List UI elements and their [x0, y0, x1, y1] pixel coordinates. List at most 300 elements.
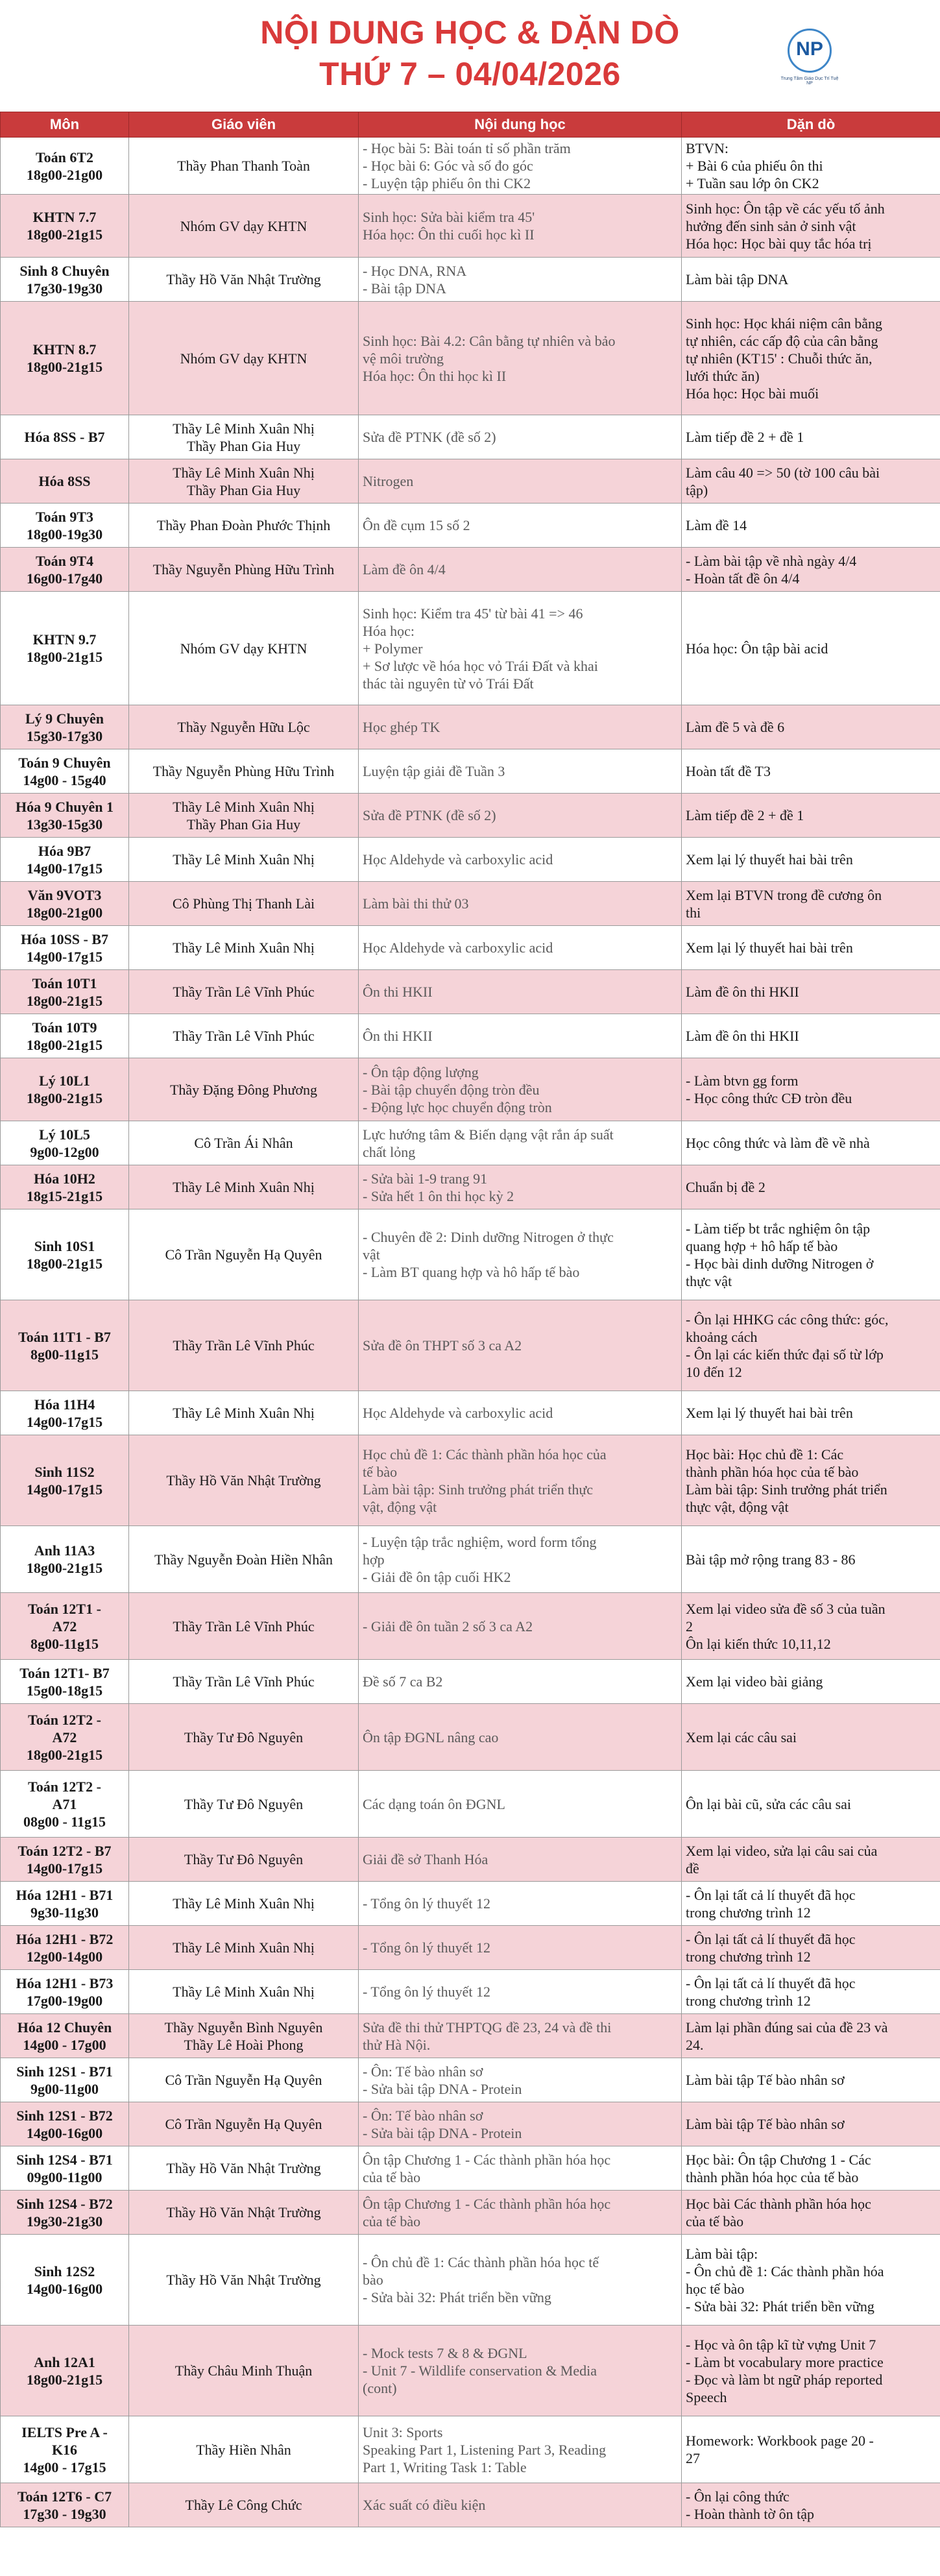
homework-cell-line: khoảng cách [686, 1328, 758, 1345]
subject-cell-line: 18g00-21g15 [26, 1560, 103, 1576]
logo-letters: NP [796, 38, 823, 60]
homework-cell-line: Học công thức và làm đề về nhà [686, 1135, 870, 1151]
teacher-cell [129, 882, 359, 926]
teacher-cell [129, 302, 359, 415]
homework-cell-line: Speech [686, 2388, 727, 2405]
homework-cell-line: + Bài 6 của phiếu ôn thi [686, 158, 823, 174]
homework-cell-line: 10 đến 12 [686, 1363, 742, 1380]
content-cell-line: Luyện tập giải đề Tuần 3 [363, 763, 505, 779]
homework-cell [682, 258, 940, 302]
content-cell-line: Ôn thi HKII [363, 1028, 433, 1044]
homework-cell [682, 302, 940, 415]
subject-cell-line: 9g00-12g00 [30, 1143, 99, 1160]
homework-cell-line: Làm đề ôn thi HKII [686, 1028, 799, 1044]
homework-cell-line: - Học và ôn tập kĩ từ vựng Unit 7 [686, 2336, 876, 2353]
homework-cell-line: - Ôn lại tất cả lí thuyết đã học [686, 1886, 856, 1903]
content-cell-line: - Sửa bài tập DNA - Protein [363, 2080, 522, 2097]
table-row [1, 1970, 940, 2014]
subject-cell [1, 1058, 129, 1121]
homework-cell-line: Xem lại video bài giảng [686, 1673, 823, 1690]
content-cell-line: Giải đề sở Thanh Hóa [363, 1851, 488, 1867]
content-cell [359, 592, 682, 705]
homework-cell [682, 1435, 940, 1526]
homework-cell-line: Làm bài tập Tế bào nhân sơ [686, 2072, 845, 2088]
subject-cell-line: 18g15-21g15 [26, 1187, 103, 1204]
content-cell-line: - Học bài 6: Góc và số đo góc [363, 158, 533, 174]
subject-cell-line: Hóa 12H1 - B73 [16, 1975, 114, 1991]
content-cell [359, 926, 682, 970]
teacher-cell-line: Cô Trần Ái Nhân [194, 1135, 293, 1151]
content-cell-line: - Động lực học chuyển động tròn [363, 1099, 552, 1115]
subject-cell-line: 18g00-19g30 [26, 526, 103, 542]
table-row [1, 415, 940, 459]
content-cell [359, 1593, 682, 1660]
homework-cell-line: lưới thức ăn) [686, 367, 760, 384]
subject-cell-line: 14g00 - 17g00 [23, 2036, 106, 2053]
table-row [1, 1593, 940, 1660]
table-row [1, 838, 940, 882]
homework-cell-line: - Làm bài tập về nhà ngày 4/4 [686, 552, 857, 569]
homework-cell [682, 2058, 940, 2102]
content-cell-line: Học Aldehyde và carboxylic acid [363, 851, 553, 868]
subject-cell-line: Sinh 12S1 - B72 [16, 2107, 113, 2124]
subject-cell-line: Hóa 12H1 - B71 [16, 1886, 114, 1903]
subject-cell [1, 1014, 129, 1058]
content-cell-line: - Luyện tập trắc nghiệm, word form tổng [363, 1533, 597, 1550]
teacher-cell-line: Thầy Châu Minh Thuận [175, 2363, 313, 2379]
content-cell-line: - Làm BT quang hợp và hô hấp tế bào [363, 1264, 580, 1280]
subject-cell-line: A72 [52, 1729, 77, 1745]
homework-cell [682, 415, 940, 459]
subject-cell-line: 08g00 - 11g15 [23, 1813, 106, 1830]
homework-cell [682, 1593, 940, 1660]
content-cell-line: vật, động vật [363, 1498, 437, 1515]
subject-cell-line: 18g00-21g15 [26, 359, 103, 375]
content-cell-line: Làm bài thi thử 03 [363, 895, 469, 912]
content-cell-line: - Giải đề ôn tập cuối HK2 [363, 1568, 511, 1585]
subject-cell-line: 18g00-21g15 [26, 226, 103, 243]
content-cell-line: - Sửa bài 32: Phát triển bền vững [363, 2289, 551, 2305]
subject-cell-line: KHTN 9.7 [32, 631, 97, 648]
homework-cell-line: đề [686, 1860, 699, 1877]
subject-cell-line: 8g00-11g15 [30, 1346, 99, 1363]
subject-cell-line: Toán 12T2 - B7 [18, 1842, 112, 1859]
content-cell [359, 1882, 682, 1926]
content-cell-line: Ôn thi HKII [363, 984, 433, 1000]
teacher-cell-line: Thầy Lê Công Chức [185, 2497, 302, 2513]
teacher-cell-line: Thầy Hồ Văn Nhật Trường [166, 2204, 321, 2220]
homework-cell-line: - Làm btvn gg form [686, 1073, 799, 1089]
subject-cell-line: 15g30-17g30 [26, 727, 103, 744]
content-cell-line: - Tổng ôn lý thuyết 12 [363, 1984, 490, 2000]
content-cell [359, 548, 682, 592]
content-cell [359, 970, 682, 1014]
subject-cell-line: Toán 12T6 - C7 [17, 2488, 112, 2505]
homework-cell-line: Hóa học: Học bài muối [686, 385, 819, 402]
content-cell [359, 2102, 682, 2146]
teacher-cell-line: Thầy Phan Đoàn Phước Thịnh [156, 517, 331, 533]
content-cell-line: - Tổng ôn lý thuyết 12 [363, 1939, 490, 1956]
content-cell [359, 1704, 682, 1771]
subject-cell-line: Hóa 10H2 [34, 1170, 95, 1187]
subject-cell-line: Toán 12T1- B7 [19, 1664, 110, 1681]
homework-cell-line: Làm đề 5 và đề 6 [686, 719, 785, 735]
subject-cell-line: 14g00 - 15g40 [23, 772, 106, 788]
content-cell [359, 2191, 682, 2235]
teacher-cell [129, 705, 359, 749]
homework-cell-line: Hóa học: Học bài quy tắc hóa trị [686, 235, 872, 252]
homework-cell-line: Làm bài tập: Sinh trưởng phát triển [686, 1481, 887, 1498]
content-cell-line: Sửa đề PTNK (đề số 2) [363, 807, 496, 823]
subject-cell [1, 1660, 129, 1704]
content-cell-line: (cont) [363, 2380, 397, 2396]
subject-cell [1, 1209, 129, 1300]
subject-cell-line: Hóa 11H4 [34, 1396, 95, 1413]
table-row [1, 882, 940, 926]
teacher-cell-line: Thầy Hồ Văn Nhật Trường [166, 1472, 321, 1488]
homework-cell [682, 2235, 940, 2326]
homework-cell [682, 882, 940, 926]
homework-cell [682, 926, 940, 970]
content-cell-line: - Bài tập DNA [363, 280, 446, 297]
content-cell [359, 2483, 682, 2527]
teacher-cell [129, 2483, 359, 2527]
teacher-cell [129, 970, 359, 1014]
subject-cell-line: 16g00-17g40 [26, 570, 103, 587]
homework-cell-line: tự nhiên (KT15' : Chuỗi thức ăn, [686, 350, 873, 367]
table-row [1, 548, 940, 592]
teacher-cell-line: Nhóm GV dạy KHTN [180, 217, 307, 234]
content-cell-line: - Sửa bài tập DNA - Protein [363, 2124, 522, 2141]
content-cell-line: bào [363, 2272, 383, 2288]
subject-cell [1, 970, 129, 1014]
teacher-cell-line: Cô Phùng Thị Thanh Lài [172, 895, 315, 912]
table-row [1, 1300, 940, 1391]
homework-cell [682, 1209, 940, 1300]
content-cell [359, 1209, 682, 1300]
subject-cell [1, 2483, 129, 2527]
content-cell-line: Hóa học: Ôn thi học kì II [363, 367, 507, 384]
teacher-cell-line: Thầy Tư Đô Nguyên [184, 1851, 304, 1867]
homework-cell [682, 970, 940, 1014]
homework-cell-line: Sinh học: Ôn tập về các yếu tố ảnh [686, 200, 885, 217]
homework-cell [682, 1300, 940, 1391]
content-cell [359, 1300, 682, 1391]
homework-cell-line: 24. [686, 2036, 704, 2053]
content-cell-line: Sinh học: Kiểm tra 45' từ bài 41 => 46 [363, 605, 583, 622]
content-cell-line: - Luyện tập phiếu ôn thi CK2 [363, 175, 531, 191]
subject-cell-line: 9g00-11g00 [30, 2080, 99, 2097]
teacher-cell [129, 749, 359, 794]
subject-cell-line: Sinh 12S1 - B71 [16, 2063, 113, 2080]
homework-cell-line: - Ôn lại các kiến thức đại số từ lớp [686, 1346, 884, 1363]
subject-cell [1, 2326, 129, 2416]
table-row [1, 1435, 940, 1526]
teacher-cell-line: Thầy Nguyễn Phùng Hữu Trình [152, 561, 335, 577]
homework-cell-line: - Ôn lại HHKG các công thức: góc, [686, 1311, 889, 1328]
subject-cell-line: IELTS Pre A - [21, 2424, 108, 2440]
subject-cell-line: Toán 9 Chuyên [18, 754, 111, 771]
homework-cell-line: Học bài: Học chủ đề 1: Các [686, 1446, 844, 1463]
content-cell [359, 1165, 682, 1209]
teacher-cell [129, 794, 359, 838]
teacher-cell-line: Thầy Tư Đô Nguyên [184, 1729, 304, 1745]
teacher-cell [129, 2326, 359, 2416]
subject-cell-line: 14g00-17g15 [26, 1860, 103, 1877]
homework-cell-line: BTVN: [686, 140, 729, 156]
teacher-cell-line: Thầy Lê Minh Xuân Nhị [173, 1405, 315, 1421]
content-cell [359, 749, 682, 794]
subject-cell-line: Sinh 8 Chuyên [19, 262, 110, 279]
homework-cell-line: Học bài Các thành phần hóa học [686, 2195, 871, 2212]
subject-cell [1, 592, 129, 705]
content-cell [359, 302, 682, 415]
content-cell-line: Sinh học: Sửa bài kiểm tra 45' [363, 209, 535, 225]
homework-cell-line: tự nhiên, các cấp độ của cân bằng [686, 332, 878, 349]
homework-cell [682, 1926, 940, 1970]
teacher-cell-line: Thầy Nguyễn Đoàn Hiền Nhân [154, 1551, 333, 1568]
subject-cell-line: 18g00-21g15 [26, 649, 103, 665]
table-row [1, 2191, 940, 2235]
subject-cell-line: Toán 12T2 - [28, 1778, 101, 1795]
content-cell-line: - Bài tập chuyển động tròn đều [363, 1081, 540, 1098]
homework-cell [682, 195, 940, 258]
teacher-cell [129, 258, 359, 302]
homework-cell [682, 2483, 940, 2527]
teacher-cell [129, 1391, 359, 1435]
content-cell-line: - Học bài 5: Bài toán tỉ số phần trăm [363, 140, 571, 156]
subject-cell-line: 14g00-17g15 [26, 948, 103, 965]
homework-cell-line: Homework: Workbook page 20 - [686, 2433, 874, 2449]
content-cell-line: - Sửa bài 1-9 trang 91 [363, 1170, 488, 1187]
column-header-homework: Dặn dò [682, 112, 940, 138]
content-cell-line: Học Aldehyde và carboxylic acid [363, 1405, 553, 1421]
homework-cell [682, 1014, 940, 1058]
content-cell-line: - Mock tests 7 & 8 & ĐGNL [363, 2345, 527, 2361]
content-cell-line: của tế bào [363, 2213, 421, 2230]
table-row [1, 504, 940, 548]
subject-cell [1, 882, 129, 926]
subject-cell [1, 459, 129, 504]
subject-cell [1, 1121, 129, 1165]
table-row [1, 1660, 940, 1704]
teacher-cell-line: Thầy Phan Gia Huy [186, 481, 301, 498]
subject-cell [1, 1771, 129, 1838]
subject-cell [1, 195, 129, 258]
subject-cell-line: Hóa 12H1 - B72 [16, 1930, 114, 1947]
subject-cell-line: 18g00-21g15 [26, 1036, 103, 1053]
homework-cell [682, 2014, 940, 2058]
content-cell [359, 1771, 682, 1838]
teacher-cell [129, 459, 359, 504]
homework-cell-line: - Hoàn tất đề ôn 4/4 [686, 570, 800, 587]
teacher-cell [129, 1300, 359, 1391]
table-row [1, 1526, 940, 1593]
homework-cell-line: - Ôn lại công thức [686, 2488, 789, 2505]
teacher-cell [129, 504, 359, 548]
content-cell-line: - Sửa hết 1 ôn thi học kỳ 2 [363, 1187, 514, 1204]
subject-cell [1, 1970, 129, 2014]
teacher-cell [129, 2014, 359, 2058]
content-cell [359, 2326, 682, 2416]
subject-cell-line: Toán 10T1 [32, 975, 97, 991]
table-row [1, 2483, 940, 2527]
subject-cell-line: 13g30-15g30 [26, 816, 103, 832]
table-row [1, 1926, 940, 1970]
teacher-cell [129, 1660, 359, 1704]
page-title: NỘI DUNG HỌC & DẶN DÒ [260, 14, 680, 51]
homework-cell-line: Học bài: Ôn tập Chương 1 - Các [686, 2151, 871, 2168]
teacher-cell-line: Nhóm GV dạy KHTN [180, 640, 307, 657]
subject-cell-line: 19g30-21g30 [26, 2213, 103, 2230]
teacher-cell [129, 1838, 359, 1882]
homework-cell-line: - Làm tiếp bt trắc nghiệm ôn tập [686, 1220, 871, 1237]
subject-cell-line: Sinh 12S4 - B71 [16, 2151, 113, 2168]
table-row [1, 2235, 940, 2326]
content-cell-line: - Giải đề ôn tuần 2 số 3 ca A2 [363, 1618, 533, 1634]
content-cell-line: - Học DNA, RNA [363, 262, 467, 279]
teacher-cell [129, 2058, 359, 2102]
subject-cell [1, 838, 129, 882]
subject-cell [1, 302, 129, 415]
teacher-cell-line: Thầy Trần Lê Vĩnh Phúc [173, 1673, 315, 1690]
column-header-content: Nội dung học [359, 112, 682, 138]
table-row [1, 794, 940, 838]
subject-cell [1, 138, 129, 195]
content-cell-line: Ôn tập Chương 1 - Các thành phần hóa học [363, 2195, 611, 2212]
column-header-teacher: Giáo viên [129, 112, 359, 138]
homework-cell [682, 1970, 940, 2014]
teacher-cell [129, 195, 359, 258]
subject-cell-line: Sinh 12S4 - B72 [16, 2195, 113, 2212]
content-cell-line: Ôn tập ĐGNL nâng cao [363, 1729, 499, 1745]
table-header-row [1, 112, 940, 138]
subject-cell-line: Lý 10L1 [39, 1073, 90, 1089]
table-row [1, 1014, 940, 1058]
table-row [1, 1771, 940, 1838]
teacher-cell [129, 1926, 359, 1970]
table-row [1, 138, 940, 195]
subject-cell-line: Hóa 9B7 [38, 842, 91, 859]
homework-cell-line: - Ôn chủ đề 1: Các thành phần hóa [686, 2263, 884, 2279]
homework-cell-line: quang hợp + hô hấp tế bào [686, 1237, 838, 1254]
teacher-cell [129, 1593, 359, 1660]
homework-cell-line: Làm tiếp đề 2 + đề 1 [686, 807, 804, 823]
homework-cell-line: - Làm bt vocabulary more practice [686, 2353, 884, 2370]
homework-cell [682, 2102, 940, 2146]
homework-cell-line: - Học công thức CĐ tròn đều [686, 1090, 852, 1106]
content-cell-line: hợp [363, 1551, 385, 1568]
table-row [1, 1391, 940, 1435]
subject-cell-line: 18g00-21g15 [26, 1746, 103, 1763]
content-cell-line: Sửa đề PTNK (đề số 2) [363, 429, 496, 445]
subject-cell [1, 1882, 129, 1926]
homework-cell-line: hưởng đến sinh sản ở sinh vật [686, 217, 856, 234]
homework-cell-line: - Ôn lại tất cả lí thuyết đã học [686, 1930, 856, 1947]
teacher-cell [129, 548, 359, 592]
subject-cell-line: 14g00-17g15 [26, 860, 103, 877]
homework-cell-line: - Sửa bài 32: Phát triển bền vững [686, 2298, 874, 2315]
table-row [1, 2058, 940, 2102]
homework-cell [682, 838, 940, 882]
homework-cell-line: Làm tiếp đề 2 + đề 1 [686, 429, 804, 445]
content-cell-line: Học chủ đề 1: Các thành phần hóa học của [363, 1446, 607, 1463]
subject-cell [1, 2191, 129, 2235]
subject-cell [1, 1526, 129, 1593]
subject-cell-line: 18g00-21g15 [26, 1090, 103, 1106]
teacher-cell [129, 1526, 359, 1593]
subject-cell [1, 258, 129, 302]
homework-cell [682, 1771, 940, 1838]
homework-cell-line: - Hoàn thành tờ ôn tập [686, 2505, 814, 2522]
homework-cell-line: Làm lại phần đúng sai của đề 23 và [686, 2019, 888, 2035]
content-cell-line: + Polymer [363, 640, 423, 657]
homework-cell-line: trong chương trình 12 [686, 1948, 811, 1965]
content-cell [359, 794, 682, 838]
teacher-cell-line: Nhóm GV dạy KHTN [180, 350, 307, 367]
subject-cell-line: Toán 12T1 - [28, 1600, 101, 1617]
teacher-cell-line: Thầy Lê Minh Xuân Nhị [173, 1984, 315, 2000]
teacher-cell [129, 2235, 359, 2326]
homework-cell-line: - Học bài dinh dưỡng Nitrogen ở [686, 1255, 874, 1272]
schedule-table [0, 112, 940, 2527]
teacher-cell-line: Cô Trần Nguyễn Hạ Quyên [165, 1246, 322, 1263]
subject-cell-line: Toán 11T1 - B7 [18, 1328, 111, 1345]
homework-cell [682, 1882, 940, 1926]
homework-cell [682, 2326, 940, 2416]
content-cell-line: Sửa đề ôn THPT số 3 ca A2 [363, 1337, 522, 1354]
homework-cell-line: thi [686, 904, 701, 921]
content-cell-line: Các dạng toán ôn ĐGNL [363, 1795, 505, 1812]
subject-cell-line: Anh 11A3 [34, 1542, 95, 1559]
teacher-cell [129, 2191, 359, 2235]
subject-cell-line: 18g00-21g15 [26, 2371, 103, 2388]
teacher-cell [129, 1704, 359, 1771]
table-row [1, 926, 940, 970]
teacher-cell [129, 138, 359, 195]
homework-cell [682, 548, 940, 592]
homework-cell [682, 1121, 940, 1165]
content-cell-line: Ôn tập Chương 1 - Các thành phần hóa học [363, 2151, 611, 2168]
teacher-cell [129, 1970, 359, 2014]
subject-cell-line: Hóa 8SS - B7 [24, 429, 105, 445]
subject-cell-line: Văn 9VOT3 [27, 886, 102, 903]
table-row [1, 195, 940, 258]
content-cell [359, 1838, 682, 1882]
table-row [1, 1209, 940, 1300]
table-body [1, 138, 940, 2527]
content-cell-line: - Ôn: Tế bào nhân sơ [363, 2107, 483, 2124]
content-cell [359, 1121, 682, 1165]
teacher-cell-line: Thầy Nguyễn Bình Nguyên [164, 2019, 323, 2035]
subject-cell-line: Sinh 10S1 [34, 1237, 95, 1254]
table-row [1, 970, 940, 1014]
subject-cell-line: Toán 6T2 [35, 149, 94, 165]
content-cell-line: + Sơ lược về hóa học vỏ Trái Đất và khai [363, 657, 598, 674]
teacher-cell [129, 926, 359, 970]
page-date: THỨ 7 – 04/04/2026 [319, 56, 621, 92]
homework-cell-line: Xem lại video, sửa lại câu sai của [686, 1842, 878, 1859]
subject-cell-line: 14g00-17g15 [26, 1413, 103, 1430]
homework-cell-line: - Đọc và làm bt ngữ pháp reported [686, 2371, 883, 2388]
table-row [1, 258, 940, 302]
teacher-cell-line: Cô Trần Nguyễn Hạ Quyên [165, 2072, 322, 2088]
teacher-cell [129, 1014, 359, 1058]
content-cell-line: Học Aldehyde và carboxylic acid [363, 940, 553, 956]
homework-cell-line: Làm câu 40 => 50 (tờ 100 câu bài [686, 464, 880, 481]
homework-cell-line: Xem lại BTVN trong đề cương ôn [686, 886, 882, 903]
content-cell-line: Speaking Part 1, Listening Part 3, Reading [363, 2441, 607, 2458]
